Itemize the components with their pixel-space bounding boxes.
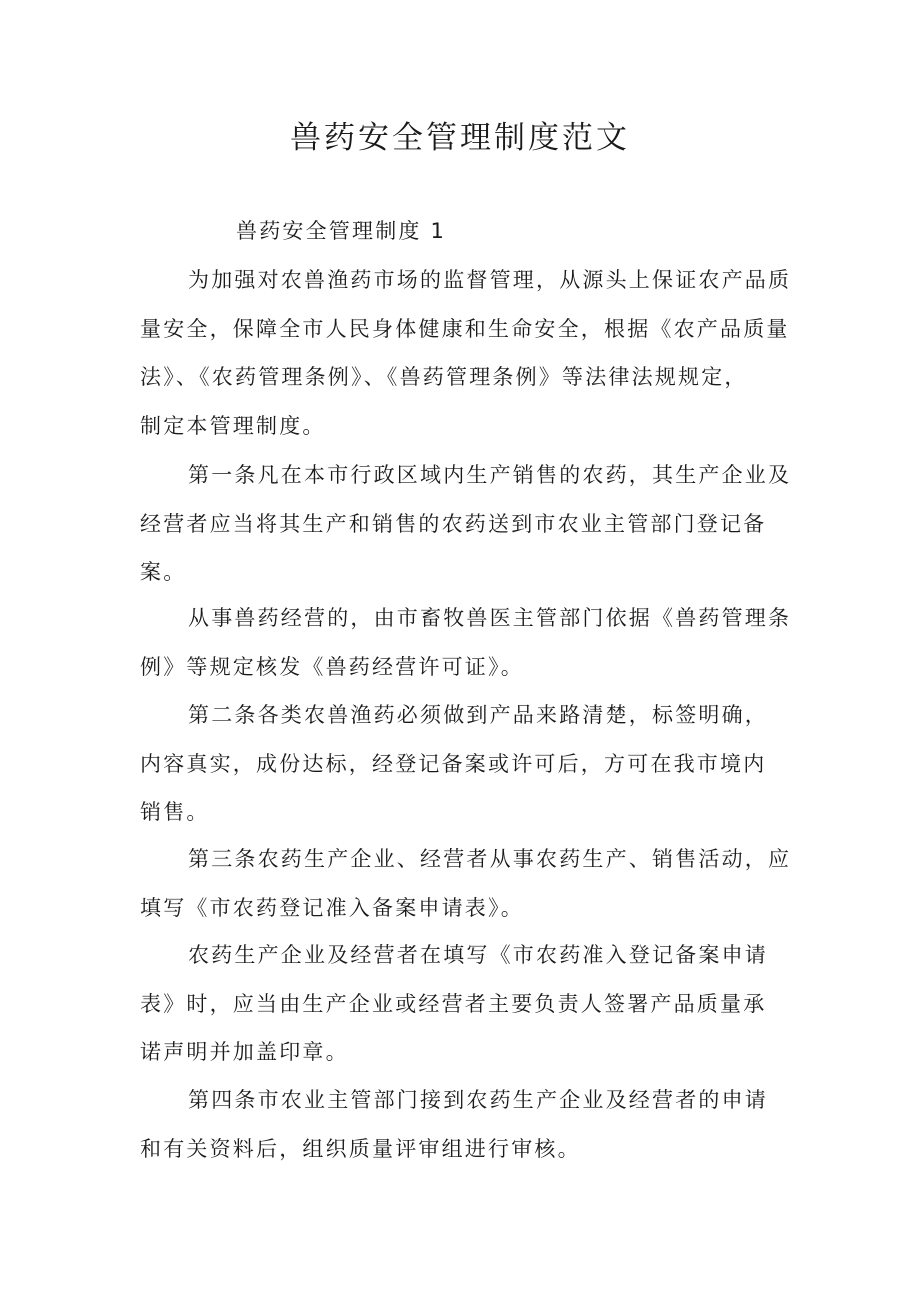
document-title: 兽药安全管理制度范文: [290, 120, 630, 156]
paragraph-line: 内容真实，成份达标，经登记备案或许可后，方可在我市境内: [140, 751, 767, 776]
paragraph-line: 表》时，应当由生产企业或经营者主要负责人签署产品质量承: [140, 991, 767, 1016]
paragraph-line: 从事兽药经营的，由市畜牧兽医主管部门依据《兽药管理条: [188, 606, 792, 630]
paragraph-line: 农药生产企业及经营者在填写《市农药准入登记备案申请: [188, 943, 768, 967]
paragraph-line: 为加强对农兽渔药市场的监督管理，从源头上保证农产品质: [188, 268, 792, 292]
paragraph-line: 法》、《农药管理条例》、《兽药管理条例》等法律法规规定，: [140, 365, 748, 389]
paragraph-line: 第四条市农业主管部门接到农药生产企业及经营者的申请: [188, 1088, 768, 1112]
paragraph-line: 第三条农药生产企业、经营者从事农药生产、销售活动，应: [188, 847, 792, 871]
paragraph-line: 销售。: [140, 800, 210, 824]
paragraph-line: 第二条各类农兽渔药必须做到产品来路清楚，标签明确，: [188, 703, 768, 727]
section-heading: 兽药安全管理制度 1: [236, 219, 447, 243]
paragraph-line: 量安全，保障全市人民身体健康和生命安全，根据《农产品质量: [140, 316, 790, 341]
paragraph-line: 第一条凡在本市行政区域内生产销售的农药，其生产企业及: [188, 463, 792, 487]
paragraph-line: 经营者应当将其生产和销售的农药送到市农业主管部门登记备: [140, 511, 767, 536]
paragraph-line: 制定本管理制度。: [140, 413, 326, 438]
paragraph-line: 填写《市农药登记准入备案申请表》。: [140, 895, 524, 920]
paragraph-line: 和有关资料后，组织质量评审组进行审核。: [140, 1136, 581, 1161]
paragraph-line: 例》等规定核发《兽药经营许可证》。: [140, 654, 524, 679]
paragraph-line: 案。: [140, 560, 187, 584]
paragraph-line: 诺声明并加盖印章。: [140, 1040, 349, 1064]
